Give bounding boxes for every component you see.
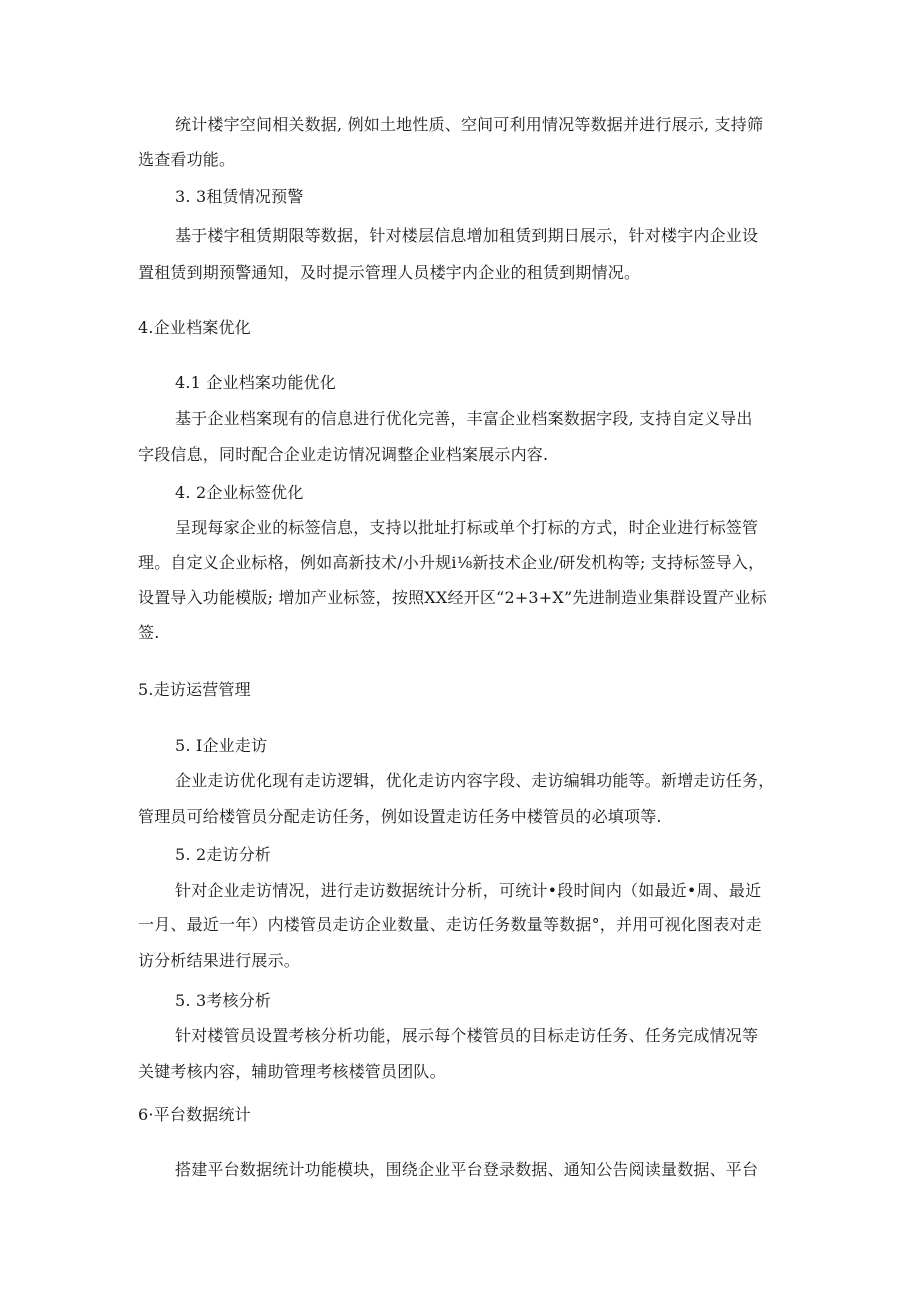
- paragraph-line: 针对楼管员设置考核分析功能，展示每个楼管员的目标走访任务、任务完成情况等: [175, 1026, 759, 1045]
- paragraph-line: 针对企业走访情况，进行走访数据统计分析，可统计•段时间内（如最近•周、最近: [175, 881, 762, 900]
- section-heading-5: 5.走访运营管理: [138, 680, 251, 699]
- paragraph-line: 设置导入功能模版; 增加产业标签，按照XX经开区“2+3+X”先进制造业集群设置产业标: [138, 588, 767, 607]
- paragraph-line: 呈现每家企业的标签信息，支持以批址打标或单个打标的方式，时企业进行标签管: [175, 518, 759, 537]
- section-heading-6: 6·平台数据统计: [138, 1105, 251, 1124]
- section-heading-4: 4.企业档案优化: [138, 318, 251, 337]
- paragraph-line: 搭建平台数据统计功能模块，围绕企业平台登录数据、通知公告阅读量数据、平台: [175, 1160, 759, 1179]
- paragraph-line: 基于楼宇租赁期限等数据，针对楼层信息增加租赁到期日展示，针对楼宇内企业设: [175, 226, 759, 245]
- paragraph-line: 选查看功能。: [138, 150, 236, 169]
- paragraph-line: 字段信息，同时配合企业走访情况调整企业档案展示内容.: [138, 445, 549, 464]
- paragraph-line: 关键考核内容，辅助管理考核楼管员团队。: [138, 1062, 446, 1081]
- subsection-heading-5-3: 5. 3考核分析: [175, 991, 272, 1010]
- subsection-heading-5-2: 5. 2走访分析: [175, 845, 272, 864]
- paragraph-line: 理。自定义企业标格，例如高新技术/小升规i⅛新技术企业/研发机构等; 支持标签导入，: [138, 553, 765, 572]
- paragraph-line: 签.: [138, 623, 160, 642]
- paragraph-line: 统计楼宇空间相关数据, 例如土地性质、空间可利用情况等数据并进行展示, 支持筛: [175, 115, 764, 134]
- paragraph-line: 置租赁到期预警通知，及时提示管理人员楼宇内企业的租赁到期情况。: [138, 263, 641, 282]
- paragraph-line: 企业走访优化现有走访逻辑，优化走访内容字段、走访编辑功能等。新增走访任务，: [175, 771, 775, 790]
- paragraph-line: 管理员可给楼管员分配走访任务，例如设置走访任务中楼管员的必填项等.: [138, 807, 662, 826]
- subsection-heading-4-1: 4.1 企业档案功能优化: [175, 373, 336, 392]
- subsection-heading-3-3: 3. 3租赁情况预警: [175, 187, 304, 206]
- paragraph-line: 基于企业档案现有的信息进行优化完善，丰富企业档案数据字段, 支持自定义导出: [175, 409, 753, 428]
- paragraph-line: 一月、最近一年）内楼管员走访企业数量、走访任务数量等数据°，并用可视化图表对走: [138, 915, 762, 934]
- subsection-heading-4-2: 4. 2企业标签优化: [175, 483, 304, 502]
- paragraph-line: 访分析结果进行展示。: [138, 951, 301, 970]
- subsection-heading-5-1: 5. I企业走访: [175, 736, 268, 755]
